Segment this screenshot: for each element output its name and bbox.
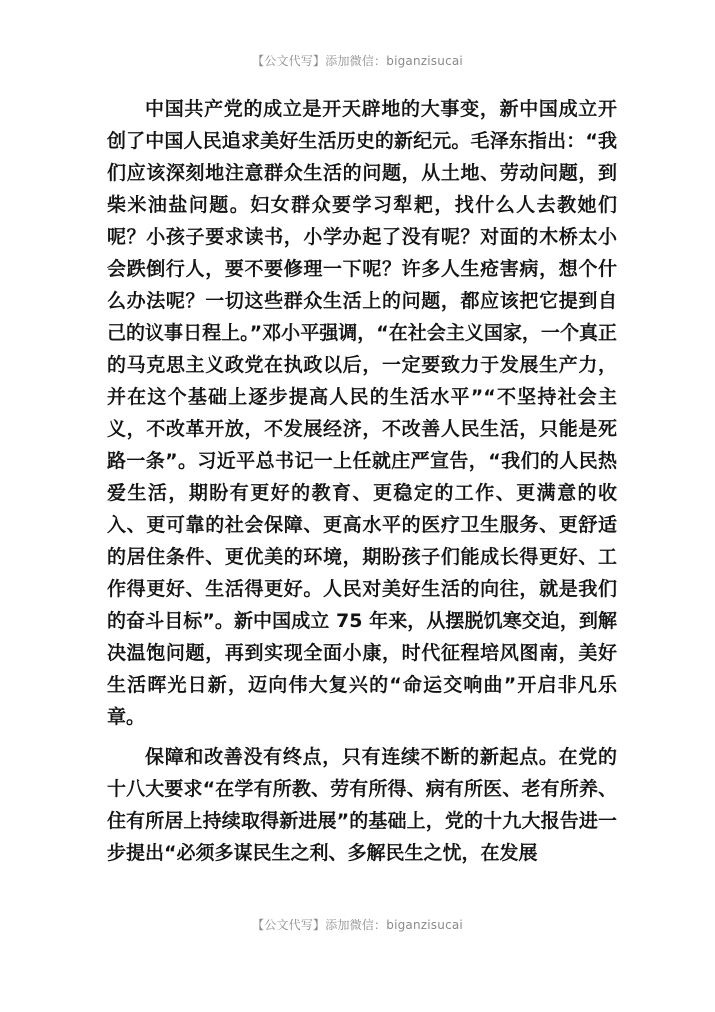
watermark-footer: 【公文代写】添加微信：biganzisucai [252, 918, 463, 932]
paragraph-1: 中国共产党的成立是开天辟地的大事变，新中国成立开创了中国人民追求美好生活历史的新纪元。毛泽东指出：“我们应该深刻地注意群众生活的问题，从土地、劳动问题，到柴米油盐问题。妇女群众要学习犁耙，找什么人去教她们呢？小孩子要求读书，小学办起了没有呢？对面的木桥太小会跌倒行人，要不要修理一下呢？许多人生疮害病，想个什么办法呢？一切这些群众生活上的问题，都应该把它提到自己的议事日程上。”邓小平强调，“在社会主义国家，一个真正的马克思主义政党在执政以后，一定要致力于发展生产力，并在这个基础上逐步提高人民的生活水平”“不坚持社会主义，不改革开放，不发展经济，不改善人民生活，只能是死路一条”。习近平总书记一上任就庄严宣告，“我们的人民热爱生活，期盼有更好的教育、更稳定的工作、更满意的收入、更可靠的社会保障、更高水平的医疗卫生服务、更舒适的居住条件、更优美的环境，期盼孩子们能成长得更好、工作得更好、生活得更好。人民对美好生活的向往，就是我们的奋斗目标”。新中国成立 75 年来，从摆脱饥寒交迫，到解决温饱问题，再到实现全面小康，时代征程培风图南，美好生活晖光日新，迈向伟大复兴的“命运交响曲”开启非凡乐章。 [107, 98, 617, 728]
watermark-header: 【公文代写】添加微信：biganzisucai [252, 54, 463, 68]
document-body [107, 93, 617, 869]
paragraph-2: 保障和改善没有终点，只有连续不断的新起点。在党的十八大要求“在学有所教、劳有所得、病有所医、老有所养、住有所居上持续取得新进展”的基础上，党的十九大报告进一步提出“必须多谋民生之利、多解民生之忧，在发展 [107, 746, 617, 864]
